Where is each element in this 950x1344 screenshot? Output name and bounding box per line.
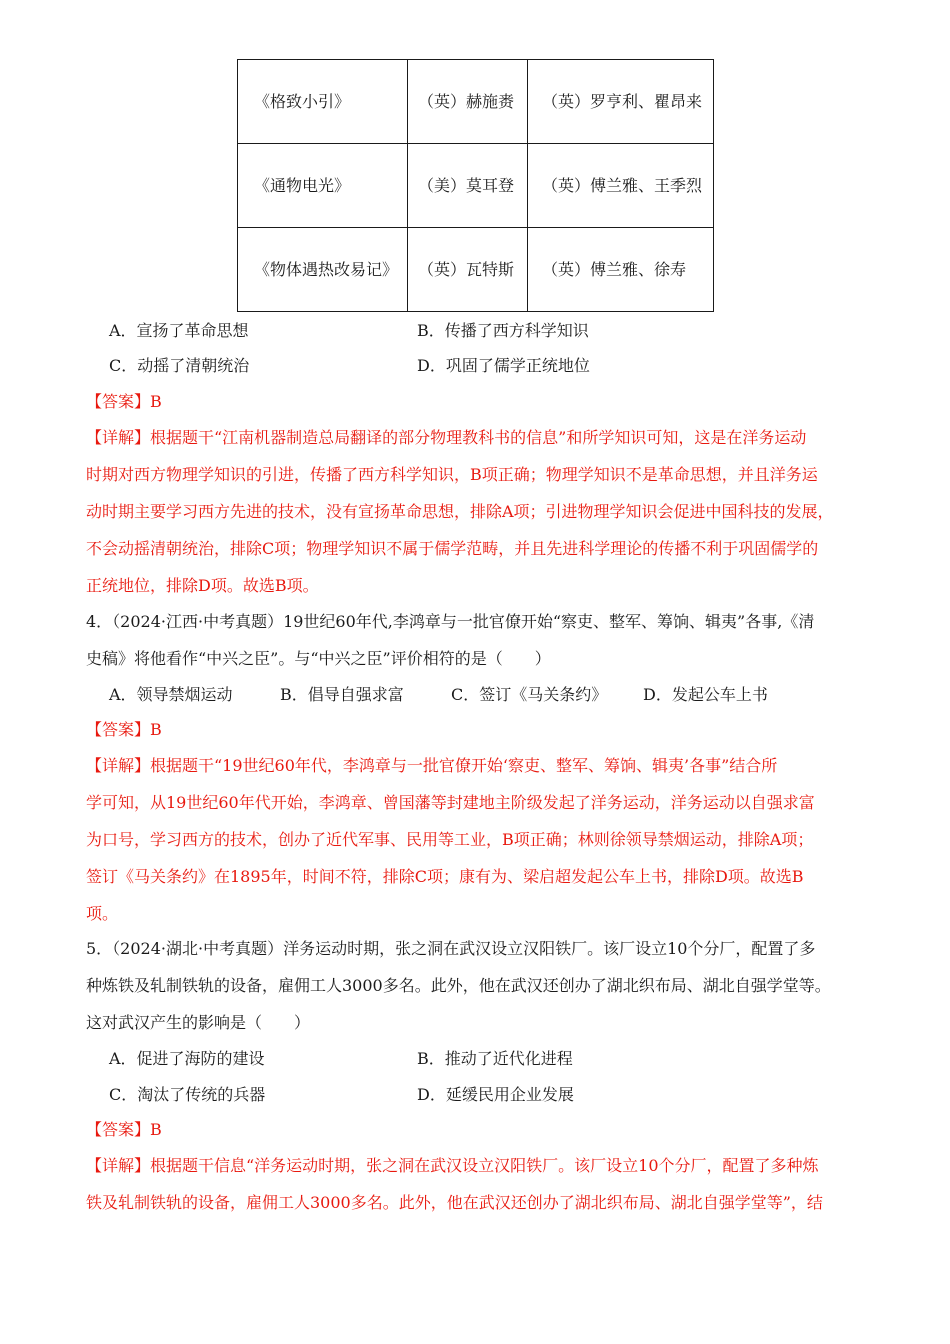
q4-stem-line: 4．（2024·江西·中考真题）19世纪60年代,李鸿章与一批官僚开始“察吏、整军、筹饷、辑夷”各事,《清 (86, 612, 815, 631)
q3-detail-line: 【详解】根据题干“江南机器制造总局翻译的部分物理教科书的信息”和所学知识可知，这是在洋务运动 (86, 428, 807, 447)
q3-detail-line: 时期对西方物理学知识的引进，传播了西方科学知识，B项正确；物理学知识不是革命思想，并且洋务运 (86, 465, 818, 484)
q4-detail-line: 签订《马关条约》在1895年，时间不符，排除C项；康有为、梁启超发起公车上书，排除D项。故选B (86, 867, 804, 886)
q3-detail-line: 正统地位，排除D项。故选B项。 (86, 576, 319, 595)
q5-stem-line: 种炼铁及轧制铁轨的设备，雇佣工人3000多名。此外，他在武汉还创办了湖北织布局、湖北自强学堂等。 (86, 976, 831, 995)
q5-option-d: D．延缓民用企业发展 (417, 1085, 574, 1104)
q3-option-d: D．巩固了儒学正统地位 (417, 356, 590, 375)
q3-answer: 【答案】B (86, 392, 162, 411)
q5-answer: 【答案】B (86, 1120, 162, 1139)
q4-option-c: C．签订《马关条约》 (451, 685, 608, 704)
q4-detail-line: 【详解】根据题干“19世纪60年代，李鸿章与一批官僚开始‘察吏、整军、筹饷、辑夷’各事”结合所 (86, 756, 778, 775)
table-row (238, 144, 714, 228)
author-cell: （英）瓦特斯 (408, 228, 528, 312)
q3-option-b: B．传播了西方科学知识 (417, 321, 589, 340)
q4-detail-line: 学可知，从19世纪60年代开始，李鸿章、曾国藩等封建地主阶级发起了洋务运动，洋务运动以自强求富 (86, 793, 815, 812)
translators-cell: （英）傅兰雅、王季烈 (528, 144, 714, 228)
author-cell: （英）赫施赉 (408, 60, 528, 144)
q5-option-a: A．促进了海防的建设 (109, 1049, 265, 1068)
q4-answer: 【答案】B (86, 720, 162, 739)
q5-option-b: B．推动了近代化进程 (417, 1049, 573, 1068)
q4-detail-line: 为口号，学习西方的技术，创办了近代军事、民用等工业，B项正确；林则徐领导禁烟运动，排除A项； (86, 830, 814, 849)
q4-option-d: D．发起公车上书 (643, 685, 768, 704)
q5-option-c: C．淘汰了传统的兵器 (109, 1085, 266, 1104)
q3-option-a: A．宣扬了革命思想 (109, 321, 249, 340)
q5-stem-line: 5．（2024·湖北·中考真题）洋务运动时期，张之洞在武汉设立汉阳铁厂。该厂设立10个分厂，配置了多 (86, 939, 816, 958)
physics-textbook-table (237, 59, 714, 312)
q4-option-a: A．领导禁烟运动 (109, 685, 233, 704)
translators-cell: （英）罗亨利、瞿昂来 (528, 60, 714, 144)
q4-option-b: B．倡导自强求富 (280, 685, 404, 704)
q4-detail-line: 项。 (86, 904, 119, 923)
q5-stem-line: 这对武汉产生的影响是（ ） (86, 1013, 311, 1032)
translators-cell: （英）傅兰雅、徐寿 (528, 228, 714, 312)
author-cell: （美）莫耳登 (408, 144, 528, 228)
book-title-cell: 《通物电光》 (238, 144, 408, 228)
q3-option-c: C．动摇了清朝统治 (109, 356, 250, 375)
q5-detail-line: 【详解】根据题干信息“洋务运动时期，张之洞在武汉设立汉阳铁厂。该厂设立10个分厂，配置了多种炼 (86, 1156, 819, 1175)
q3-detail-line: 动时期主要学习西方先进的技术，没有宣扬革命思想，排除A项；引进物理学知识会促进中国科技的发展， (86, 502, 834, 521)
table-row (238, 228, 714, 312)
book-title-cell: 《物体遇热改易记》 (238, 228, 408, 312)
book-title-cell: 《格致小引》 (238, 60, 408, 144)
table-row (238, 60, 714, 144)
q4-stem-line: 史稿》将他看作“中兴之臣”。与“中兴之臣”评价相符的是（ ） (86, 649, 551, 668)
q3-detail-line: 不会动摇清朝统治，排除C项；物理学知识不属于儒学范畴，并且先进科学理论的传播不利于巩固儒学的 (86, 539, 819, 558)
q5-detail-line: 铁及轧制铁轨的设备，雇佣工人3000多名。此外，他在武汉还创办了湖北织布局、湖北自强学堂等”，结 (86, 1193, 823, 1212)
